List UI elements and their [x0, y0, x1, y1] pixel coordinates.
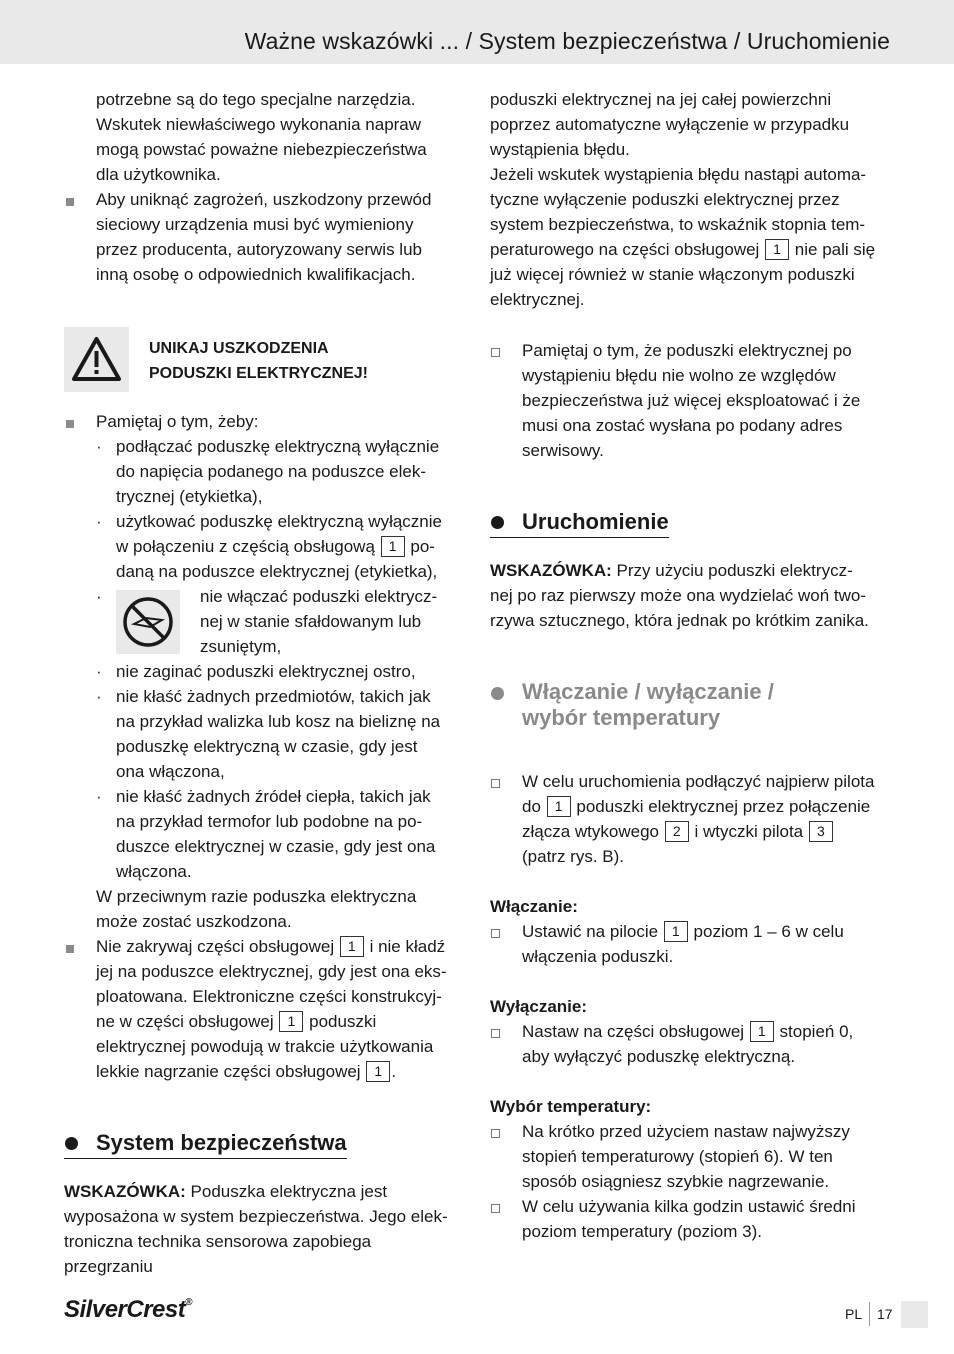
- text-line: przez producenta, autoryzowany serwis lub: [96, 240, 422, 259]
- text-line: system bezpieczeństwa, to wskaźnik stopnia tem-: [490, 215, 866, 234]
- registered-mark: ®: [185, 1297, 193, 1308]
- text-span: poduszki: [309, 1012, 377, 1031]
- sub-item: [64, 434, 464, 509]
- section-title-line: wybór temperatury: [522, 705, 721, 730]
- text-line: do napięcia podanego na poduszce elek-: [116, 462, 427, 481]
- text-line: ploatowana. Elektroniczne części konstrukcyj-: [96, 987, 442, 1006]
- list-item-cord-replacement: [64, 187, 464, 287]
- text-line: Aby uniknąć zagrożeń, uszkodzony przewód: [96, 190, 432, 209]
- list-item-switch-off: [490, 1019, 890, 1069]
- text-line: stopień temperaturowy (stopień 6). W ten: [522, 1147, 833, 1166]
- language-code: PL: [845, 1306, 863, 1322]
- warning-triangle-icon: [64, 327, 129, 392]
- section-heading-onoff: [490, 679, 774, 732]
- text-line: poziom temperatury (poziom 3).: [522, 1222, 762, 1241]
- text-line: nej po raz pierwszy może ona wydzielać woń two-: [490, 586, 867, 605]
- text-line: Jeżeli wskutek wystąpienia błędu nastąpi automa-: [490, 165, 867, 184]
- text-line: sieciowy urządzenia musi być wymieniony: [96, 215, 414, 234]
- text-line: [522, 1019, 890, 1044]
- text-line: [490, 237, 890, 262]
- continued-paragraph: [64, 87, 464, 187]
- text-line: wystąpieniu błędu nie wolno ze względów: [522, 366, 836, 385]
- section-title: Uruchomienie: [522, 509, 669, 534]
- text-line: [96, 934, 464, 959]
- text-line: troniczna technika sensorowa zapobiega przegrzaniu: [64, 1232, 372, 1276]
- subheading-off: Wyłączanie:: [490, 997, 588, 1016]
- list-item-remember: [64, 409, 464, 434]
- text-span: poziom 1 – 6 w celu: [693, 922, 844, 941]
- no-folding-prohibition-icon: [116, 590, 180, 654]
- sub-item-no-fold: [64, 584, 464, 659]
- text-line: [96, 1059, 464, 1084]
- text-line: W celu używania kilka godzin ustawić średni: [522, 1197, 856, 1216]
- footer-divider: [869, 1302, 870, 1326]
- text-line: zsuniętym,: [200, 637, 282, 656]
- text-line: Na krótko przed użyciem nastaw najwyższy: [522, 1122, 850, 1141]
- logo-text: SilverCrest: [64, 1296, 186, 1323]
- text-span: peraturowego na części obsługowej: [490, 240, 760, 259]
- reference-number: 2: [665, 821, 689, 842]
- text-line: wyposażona w system bezpieczeństwa. Jego elek-: [64, 1207, 448, 1226]
- text-line: · podłączać poduszkę elektryczną wyłącznie: [116, 437, 440, 456]
- text-line: włączenia poduszki.: [522, 947, 674, 966]
- text-line: daną na poduszce elektrycznej (etykietka),: [116, 562, 438, 581]
- reference-number: 1: [366, 1061, 390, 1082]
- text-line: na przykład termofor lub podobne na po-: [116, 812, 423, 831]
- reference-number: 1: [279, 1011, 303, 1032]
- text-line: serwisowy.: [522, 441, 604, 460]
- list-item-temp-medium: [490, 1194, 890, 1244]
- text-span: nie pali się: [794, 240, 876, 259]
- text-line: W celu uruchomienia podłączyć najpierw pilota: [522, 772, 875, 791]
- sub-item: [64, 659, 464, 684]
- text-line: [522, 794, 890, 819]
- section-title: System bezpieczeństwa: [96, 1130, 347, 1155]
- text-span: w połączeniu z częścią obsługową: [116, 537, 375, 556]
- page-number: 17: [877, 1306, 893, 1322]
- fault-paragraph: [490, 162, 890, 312]
- text-span: poduszki elektrycznej przez połączenie: [576, 797, 871, 816]
- text-line: · nie kłaść żadnych przedmiotów, takich jak: [116, 687, 431, 706]
- reference-number: 1: [664, 921, 688, 942]
- page-title: Ważne wskazówki ... / System bezpieczeństwa / Uruchomienie: [244, 28, 890, 54]
- text-line: [522, 919, 890, 944]
- page-header: [0, 0, 954, 64]
- text-line: duszce elektrycznej w czasie, gdy jest ona: [116, 837, 436, 856]
- continued-paragraph: [490, 87, 890, 162]
- safety-paragraph: [64, 1179, 464, 1279]
- sub-bullet: ·: [96, 587, 102, 606]
- text-line: [64, 1179, 464, 1204]
- text-span: po-: [410, 537, 435, 556]
- bullet-icon: [65, 1137, 78, 1150]
- text-line: już więcej również w stanie włączonym poduszki: [490, 265, 855, 284]
- sub-item: [64, 509, 464, 584]
- text-span: złącza wtykowego: [522, 822, 660, 841]
- sub-item: [64, 684, 464, 784]
- text-line: włączona.: [116, 862, 192, 881]
- section-heading-safety: [64, 1129, 347, 1159]
- list-item-do-not-cover: [64, 934, 464, 1084]
- text-line: inną osobę o odpowiednich kwalifikacjach.: [96, 265, 416, 284]
- list-item-switch-on: [490, 919, 890, 969]
- sub-item: [64, 784, 464, 884]
- text-span: i wtyczki pilota: [694, 822, 804, 841]
- text-line: elektrycznej.: [490, 290, 585, 309]
- text-line: wystąpienia błędu.: [490, 140, 630, 159]
- list-item-connect-remote: [490, 769, 890, 869]
- text-line: mogą powstać poważne niebezpieczeństwa: [96, 140, 427, 159]
- text-line: sposób osiągniesz szybkie nagrzewanie.: [522, 1172, 830, 1191]
- text-line: na przykład walizka lub kosz na bieliznę na: [116, 712, 441, 731]
- text-line: · użytkować poduszkę elektryczną wyłącznie: [116, 512, 442, 531]
- note-label: WSKAZÓWKA:: [490, 561, 612, 580]
- text-line: może zostać uszkodzona.: [96, 912, 292, 931]
- text-line: ona włączona,: [116, 762, 225, 781]
- text-line: · nie zaginać poduszki elektrycznej ostro,: [116, 662, 416, 681]
- text-span: Nastaw na części obsługowej: [522, 1022, 745, 1041]
- text-span: Nie zakrywaj części obsługowej: [96, 937, 335, 956]
- text-line: (patrz rys. B).: [522, 847, 625, 866]
- text-line: rzywa sztucznego, która jednak po krótkim zanika.: [490, 611, 869, 630]
- list-item-remember-service: [490, 338, 890, 463]
- subheading-on: Włączanie:: [490, 897, 578, 916]
- text-span: Poduszka elektryczna jest: [190, 1182, 388, 1201]
- text-line: poduszkę elektryczną w czasie, gdy jest: [116, 737, 418, 756]
- right-column: [490, 87, 890, 1244]
- warning-text: [149, 336, 368, 386]
- text-line: PODUSZKI ELEKTRYCZNEJ!: [149, 365, 368, 382]
- text-line: [96, 1009, 464, 1034]
- text-line: [490, 558, 890, 583]
- text-line: aby wyłączyć poduszkę elektryczną.: [522, 1047, 796, 1066]
- text-line: bezpieczeństwa już więcej eksploatować i że: [522, 391, 861, 410]
- reference-number: 1: [750, 1021, 774, 1042]
- text-line: [116, 534, 464, 559]
- text-span: do: [522, 797, 541, 816]
- reference-number: 1: [381, 536, 405, 557]
- text-line: Pamiętaj o tym, że poduszki elektrycznej po: [522, 341, 852, 360]
- text-span: lekkie nagrzanie części obsługowej: [96, 1062, 361, 1081]
- text-span: Ustawić na pilocie: [522, 922, 659, 941]
- warning-block: [64, 327, 464, 393]
- reference-number: 1: [547, 796, 571, 817]
- text-line: poduszki elektrycznej na jej całej powierzchni: [490, 90, 832, 109]
- text-span: Przy użyciu poduszki elektrycz-: [616, 561, 853, 580]
- text-line: jej na poduszce elektrycznej, gdy jest ona eks-: [96, 962, 447, 981]
- reference-number: 1: [340, 936, 364, 957]
- startup-paragraph: [490, 558, 890, 633]
- text-line: elektrycznej powodują w trakcie użytkowania: [96, 1037, 434, 1056]
- text-line: UNIKAJ USZKODZENIA: [149, 340, 329, 357]
- section-onoff-heading-wrap: [490, 679, 890, 732]
- bullet-icon: [491, 687, 504, 700]
- text-line: dla użytkownika.: [96, 165, 221, 184]
- brand-logo: [64, 1296, 192, 1324]
- text-line: · nie kłaść żadnych źródeł ciepła, takich jak: [116, 787, 431, 806]
- reference-number: 3: [809, 821, 833, 842]
- text-span: i nie kładź: [369, 937, 446, 956]
- reference-number: 1: [765, 239, 789, 260]
- section-heading-startup: [490, 508, 669, 538]
- text-line: tyczne wyłączenie poduszki elektrycznej przez: [490, 190, 840, 209]
- section-startup-heading-wrap: [490, 508, 890, 538]
- bullet-icon: [491, 516, 504, 529]
- text-line: musi ona zostać wysłana po podany adres: [522, 416, 843, 435]
- text-line: nie włączać poduszki elektrycz-: [200, 587, 438, 606]
- note-label: WSKAZÓWKA:: [64, 1182, 186, 1201]
- text-line: trycznej (etykietka),: [116, 487, 263, 506]
- text-span: ne w części obsługowej: [96, 1012, 274, 1031]
- section-safety-heading-wrap: [64, 1129, 464, 1159]
- section-title-line: Włączanie / wyłączanie /: [522, 679, 774, 704]
- text-line: [522, 819, 890, 844]
- text-span: stopień 0,: [779, 1022, 854, 1041]
- page-tab-marker: [901, 1301, 928, 1328]
- text-line: Wskutek niewłaściwego wykonania napraw: [96, 115, 422, 134]
- text-line: W przeciwnym razie poduszka elektryczna: [96, 887, 417, 906]
- text-line: poprzez automatyczne wyłączenie w przypadku: [490, 115, 850, 134]
- text-line: nej w stanie sfałdowanym lub: [200, 612, 422, 631]
- subheading-temperature: Wybór temperatury:: [490, 1097, 652, 1116]
- text-span: .: [391, 1062, 397, 1081]
- otherwise-note: [64, 884, 464, 934]
- text-line: potrzebne są do tego specjalne narzędzia.: [96, 90, 416, 109]
- list-item-temp-max: [490, 1119, 890, 1194]
- text-line: Pamiętaj o tym, żeby:: [96, 412, 259, 431]
- left-column: [64, 87, 464, 1279]
